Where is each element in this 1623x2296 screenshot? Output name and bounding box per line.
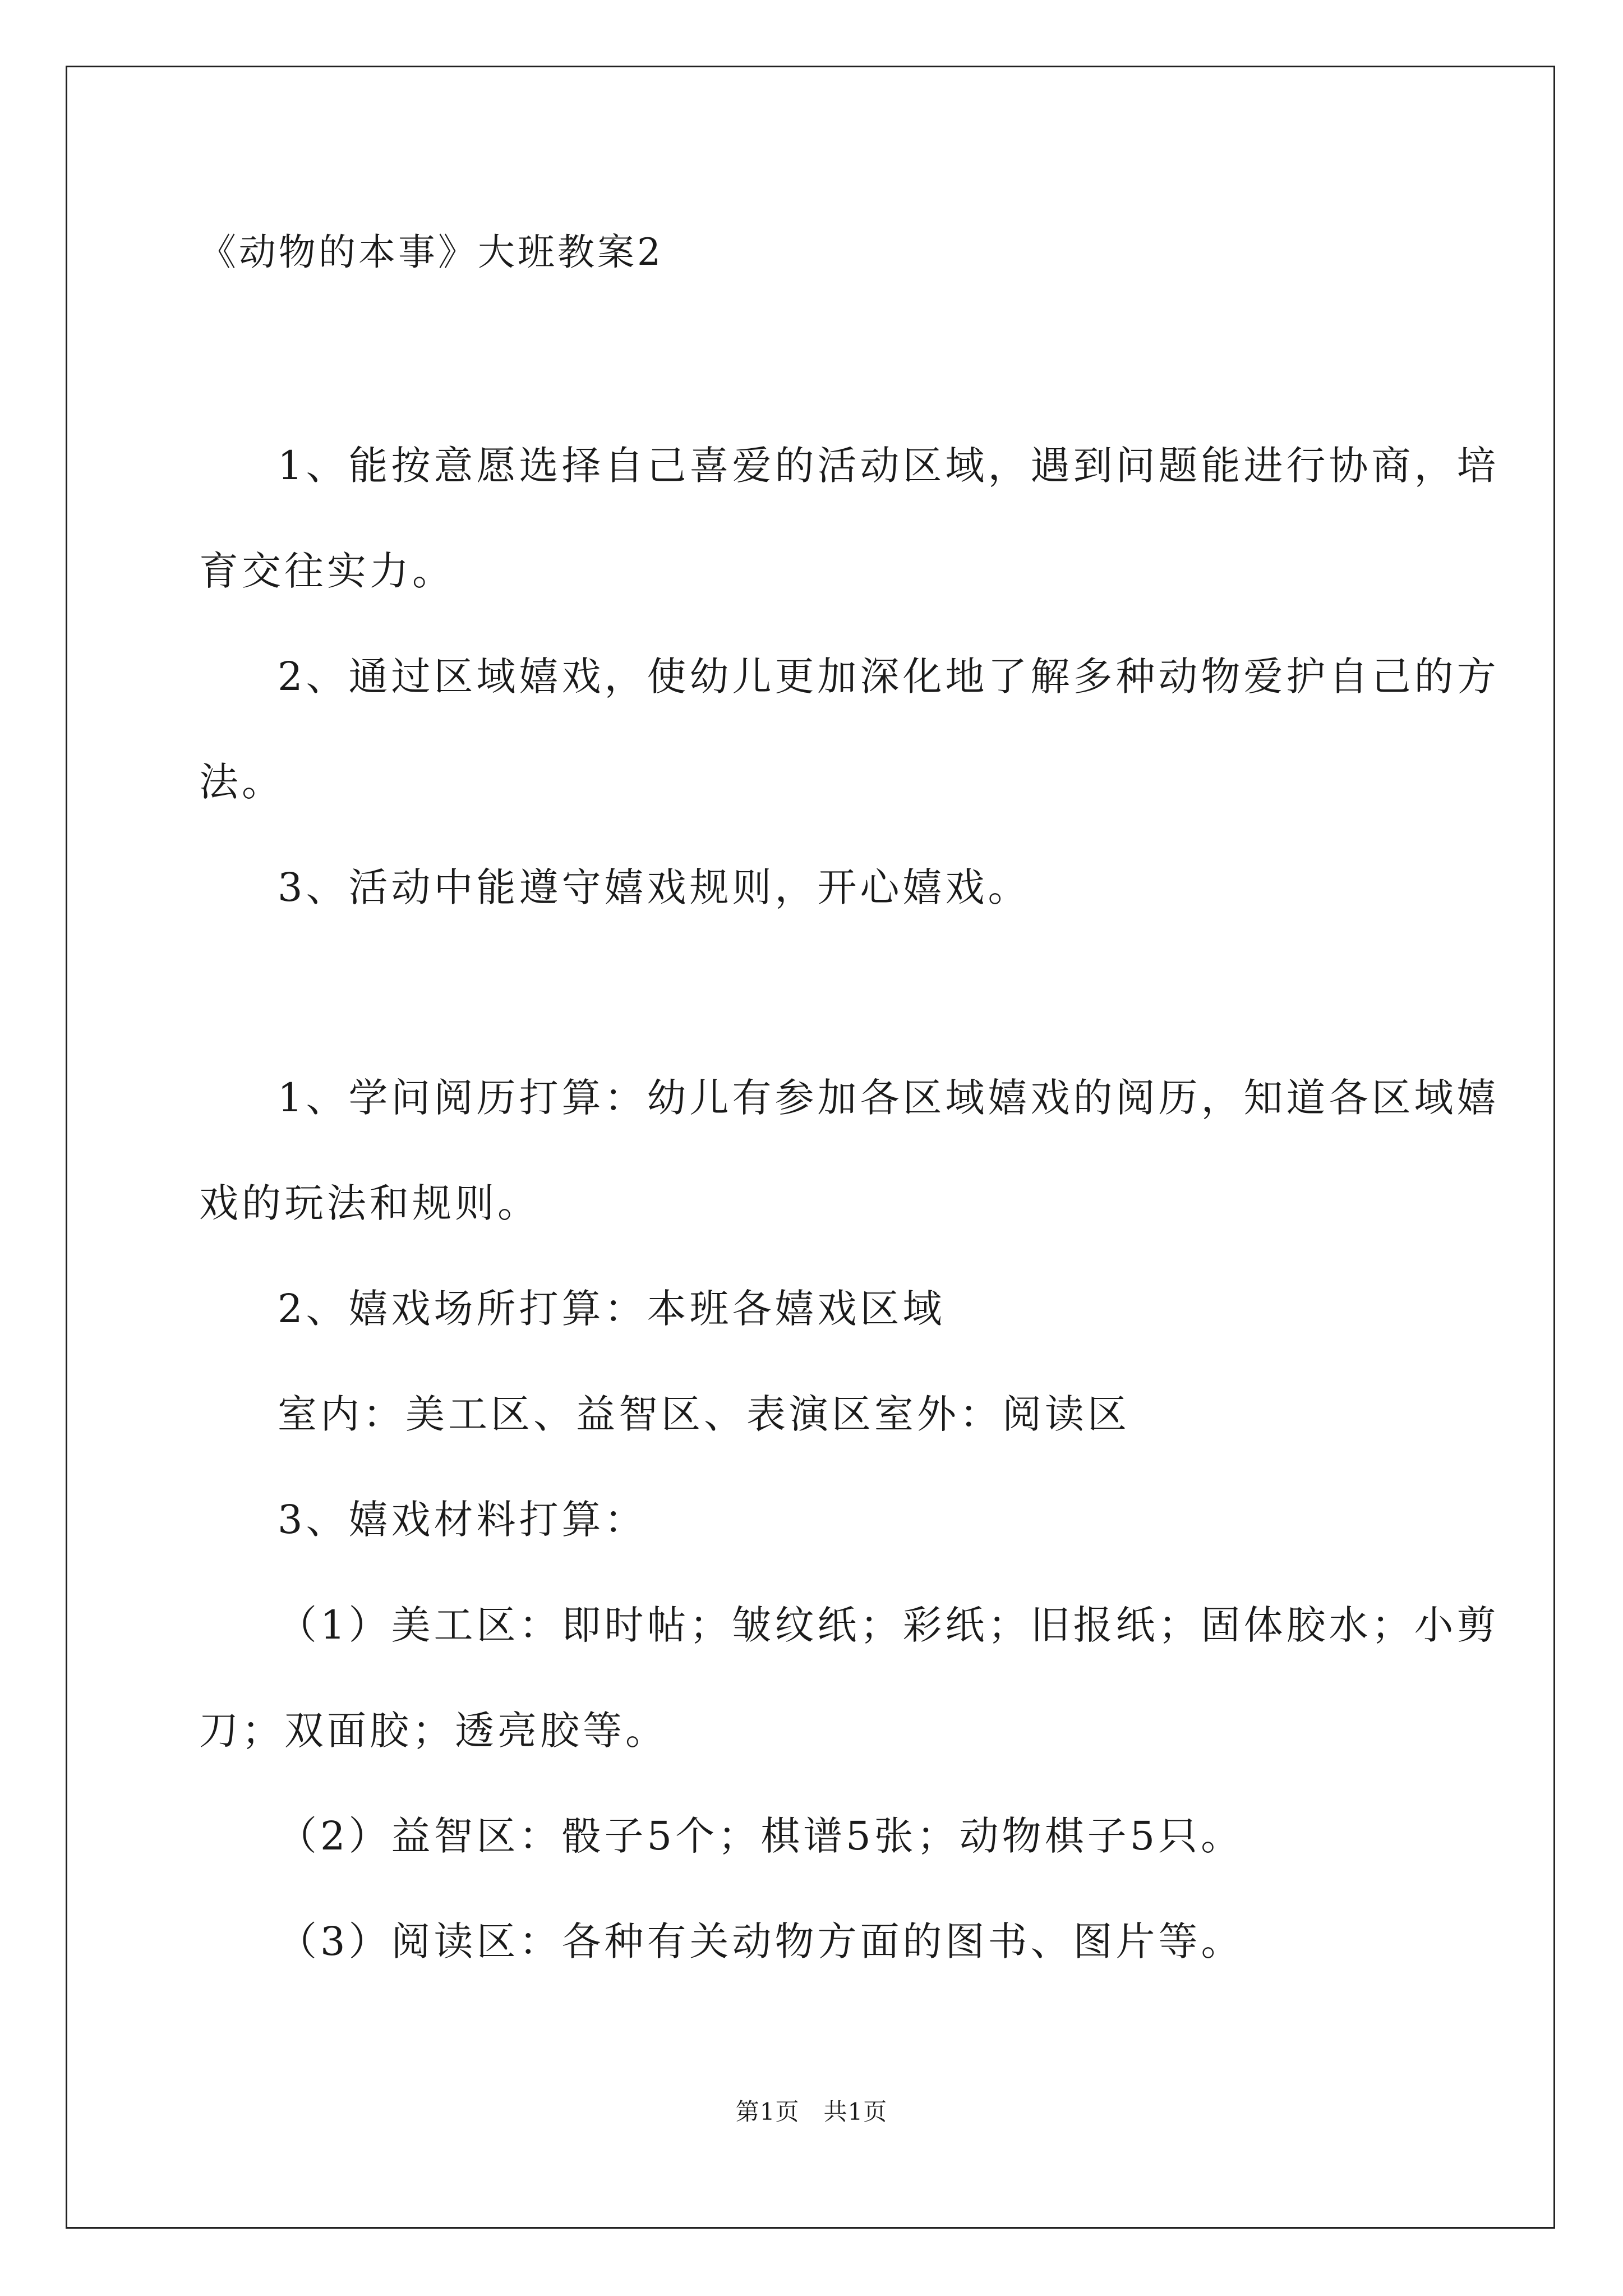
- paragraph-line: 1、学问阅历打算：幼儿有参加各区域嬉戏的阅历，知道各区域嬉: [278, 1075, 1500, 1121]
- paragraph-line: 2、通过区域嬉戏，使幼儿更加深化地了解多种动物爱护自己的方: [278, 654, 1500, 700]
- paragraph-line: 育交往实力。: [199, 548, 455, 594]
- document-title: 《动物的本事》大班教案2: [199, 231, 663, 274]
- paragraph-line: （1）美工区：即时帖；皱纹纸；彩纸；旧报纸；固体胶水；小剪: [278, 1602, 1500, 1648]
- paragraph-line: 1、能按意愿选择自己喜爱的活动区域，遇到问题能进行协商，培: [278, 443, 1500, 489]
- paragraph-line: 刀；双面胶；透亮胶等。: [199, 1708, 668, 1754]
- paragraph-line: 法。: [199, 759, 284, 805]
- page-border: [66, 66, 1555, 2229]
- paragraph-line: 2、嬉戏场所打算：本班各嬉戏区域: [278, 1286, 946, 1332]
- paragraph-line: 戏的玩法和规则。: [199, 1180, 540, 1226]
- paragraph-line: 室内：美工区、益智区、表演区室外：阅读区: [278, 1391, 1130, 1437]
- paragraph-line: 3、嬉戏材料打算：: [278, 1497, 647, 1543]
- paragraph-line: （3）阅读区：各种有关动物方面的图书、图片等。: [278, 1918, 1244, 1964]
- paragraph-line: 3、活动中能遵守嬉戏规则，开心嬉戏。: [278, 864, 1031, 910]
- page-footer: 第1页 共1页: [735, 2098, 888, 2125]
- paragraph-line: （2）益智区：骰子5个；棋谱5张；动物棋子5只。: [278, 1813, 1244, 1859]
